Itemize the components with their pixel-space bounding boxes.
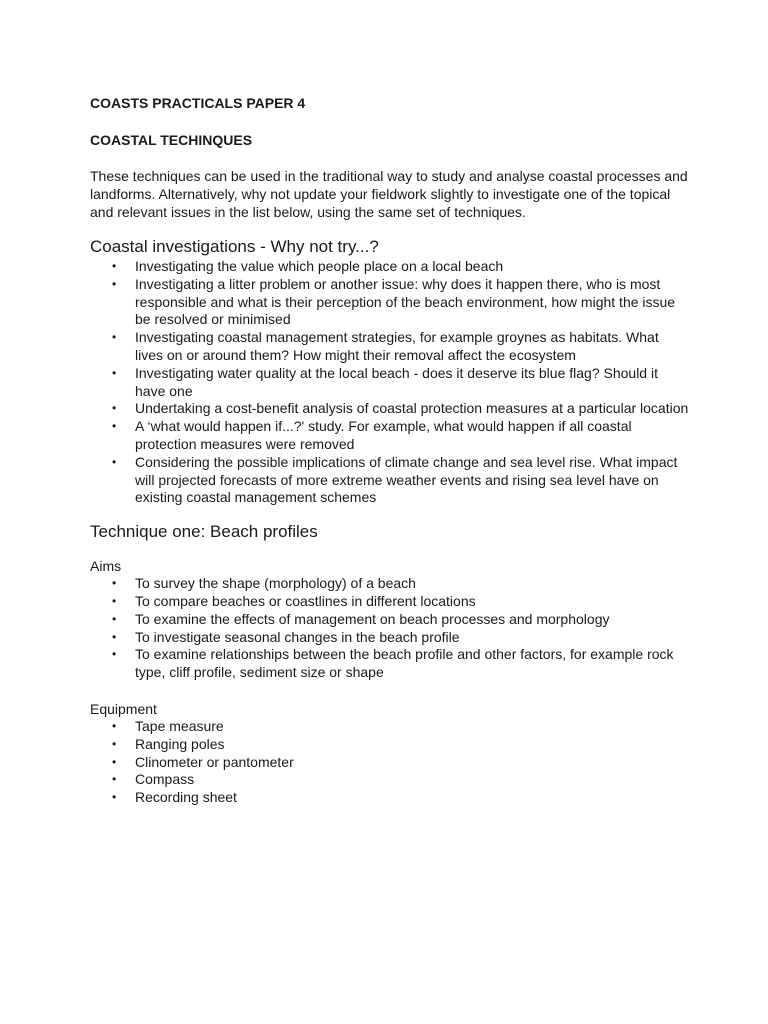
aims-label: Aims	[90, 558, 122, 575]
list-item-text: Ranging poles	[135, 735, 225, 752]
list-item-text: Clinometer or pantometer	[135, 753, 294, 770]
list-item-text: Recording sheet	[135, 789, 237, 806]
list-item	[90, 258, 690, 276]
list-item	[90, 629, 690, 647]
bullet-icon: •	[112, 629, 117, 644]
list-item-text: Investigating the value which people place on a local beach	[135, 258, 504, 274]
bullet-icon: •	[112, 754, 117, 769]
bullet-icon: •	[112, 718, 117, 733]
bullet-icon: •	[112, 401, 117, 416]
list-item	[90, 593, 690, 611]
list-item	[90, 646, 690, 682]
bullet-icon: •	[112, 593, 117, 608]
bullet-icon: •	[112, 259, 117, 273]
list-item	[90, 754, 690, 772]
bullet-icon: •	[112, 419, 117, 434]
list-item	[90, 454, 690, 507]
section-title: COASTAL TECHINQUES	[90, 132, 253, 148]
list-item-text: To examine the effects of management on beach processes and morphology	[135, 610, 610, 627]
list-item	[90, 736, 690, 754]
list-item-text: Investigating coastal management strategies, for example groynes as habitats. What lives on or around them? How might their removal affect the ecosystem	[135, 329, 659, 363]
bullet-icon: •	[112, 276, 117, 291]
bullet-icon: •	[112, 454, 117, 469]
list-item-text: Compass	[135, 771, 195, 788]
list-item	[90, 400, 690, 418]
list-item	[90, 276, 690, 329]
list-item	[90, 789, 690, 807]
list-item-text: Investigating a litter problem or another issue: why does it happen there, who is most responsible and what is their perception of the beach environment, how might the issue be resolved or minimised	[135, 275, 676, 328]
bullet-icon: •	[112, 365, 117, 380]
list-item	[90, 771, 690, 789]
list-item-text: Investigating water quality at the local beach - does it deserve its blue flag? Should it have one	[135, 364, 658, 399]
list-item-text: To survey the shape (morphology) of a beach	[135, 575, 416, 592]
list-item-text: Undertaking a cost-benefit analysis of coastal protection measures at a particular location	[135, 400, 689, 417]
investigations-heading: Coastal investigations - Why not try...?	[90, 237, 379, 256]
list-item-text: To examine relationships between the beach profile and other factors, for example rock type, cliff profile, sediment size or shape	[135, 646, 674, 681]
list-item	[90, 718, 690, 736]
bullet-icon: •	[112, 790, 117, 805]
list-item	[90, 418, 690, 454]
bullet-icon: •	[112, 611, 117, 626]
document-title: COASTS PRACTICALS PAPER 4	[90, 95, 306, 111]
bullet-icon: •	[112, 647, 117, 662]
intro-paragraph: These techniques can be used in the traditional way to study and analyse coastal processes and landforms. Alternatively, why not update your fieldwork slightly to investigate one of the topical and relevant issues in the list below, using the same set of techniques.	[90, 168, 688, 220]
aims-list	[90, 575, 690, 682]
equipment-label: Equipment	[90, 700, 157, 717]
list-item-text: Considering the possible implications of climate change and sea level rise. What impact will projected forecasts of more extreme weather events and rising sea level have on existing coastal management schemes	[135, 453, 678, 506]
list-item	[90, 329, 690, 365]
bullet-icon: •	[112, 576, 117, 591]
bullet-icon: •	[112, 736, 117, 751]
list-item-text: Tape measure	[135, 717, 224, 734]
list-item-text: To investigate seasonal changes in the beach profile	[135, 628, 460, 645]
document-page	[90, 90, 690, 807]
list-item-text: To compare beaches or coastlines in different locations	[135, 592, 476, 609]
equipment-list	[90, 718, 690, 807]
bullet-icon: •	[112, 330, 117, 345]
bullet-icon: •	[112, 772, 117, 787]
list-item	[90, 575, 690, 593]
list-item	[90, 611, 690, 629]
investigations-list	[90, 258, 690, 507]
list-item-text: A ‘what would happen if...?' study. For example, what would happen if all coastal protection measures were removed	[135, 418, 632, 452]
list-item	[90, 365, 690, 401]
technique-heading: Technique one: Beach profiles	[90, 522, 318, 542]
